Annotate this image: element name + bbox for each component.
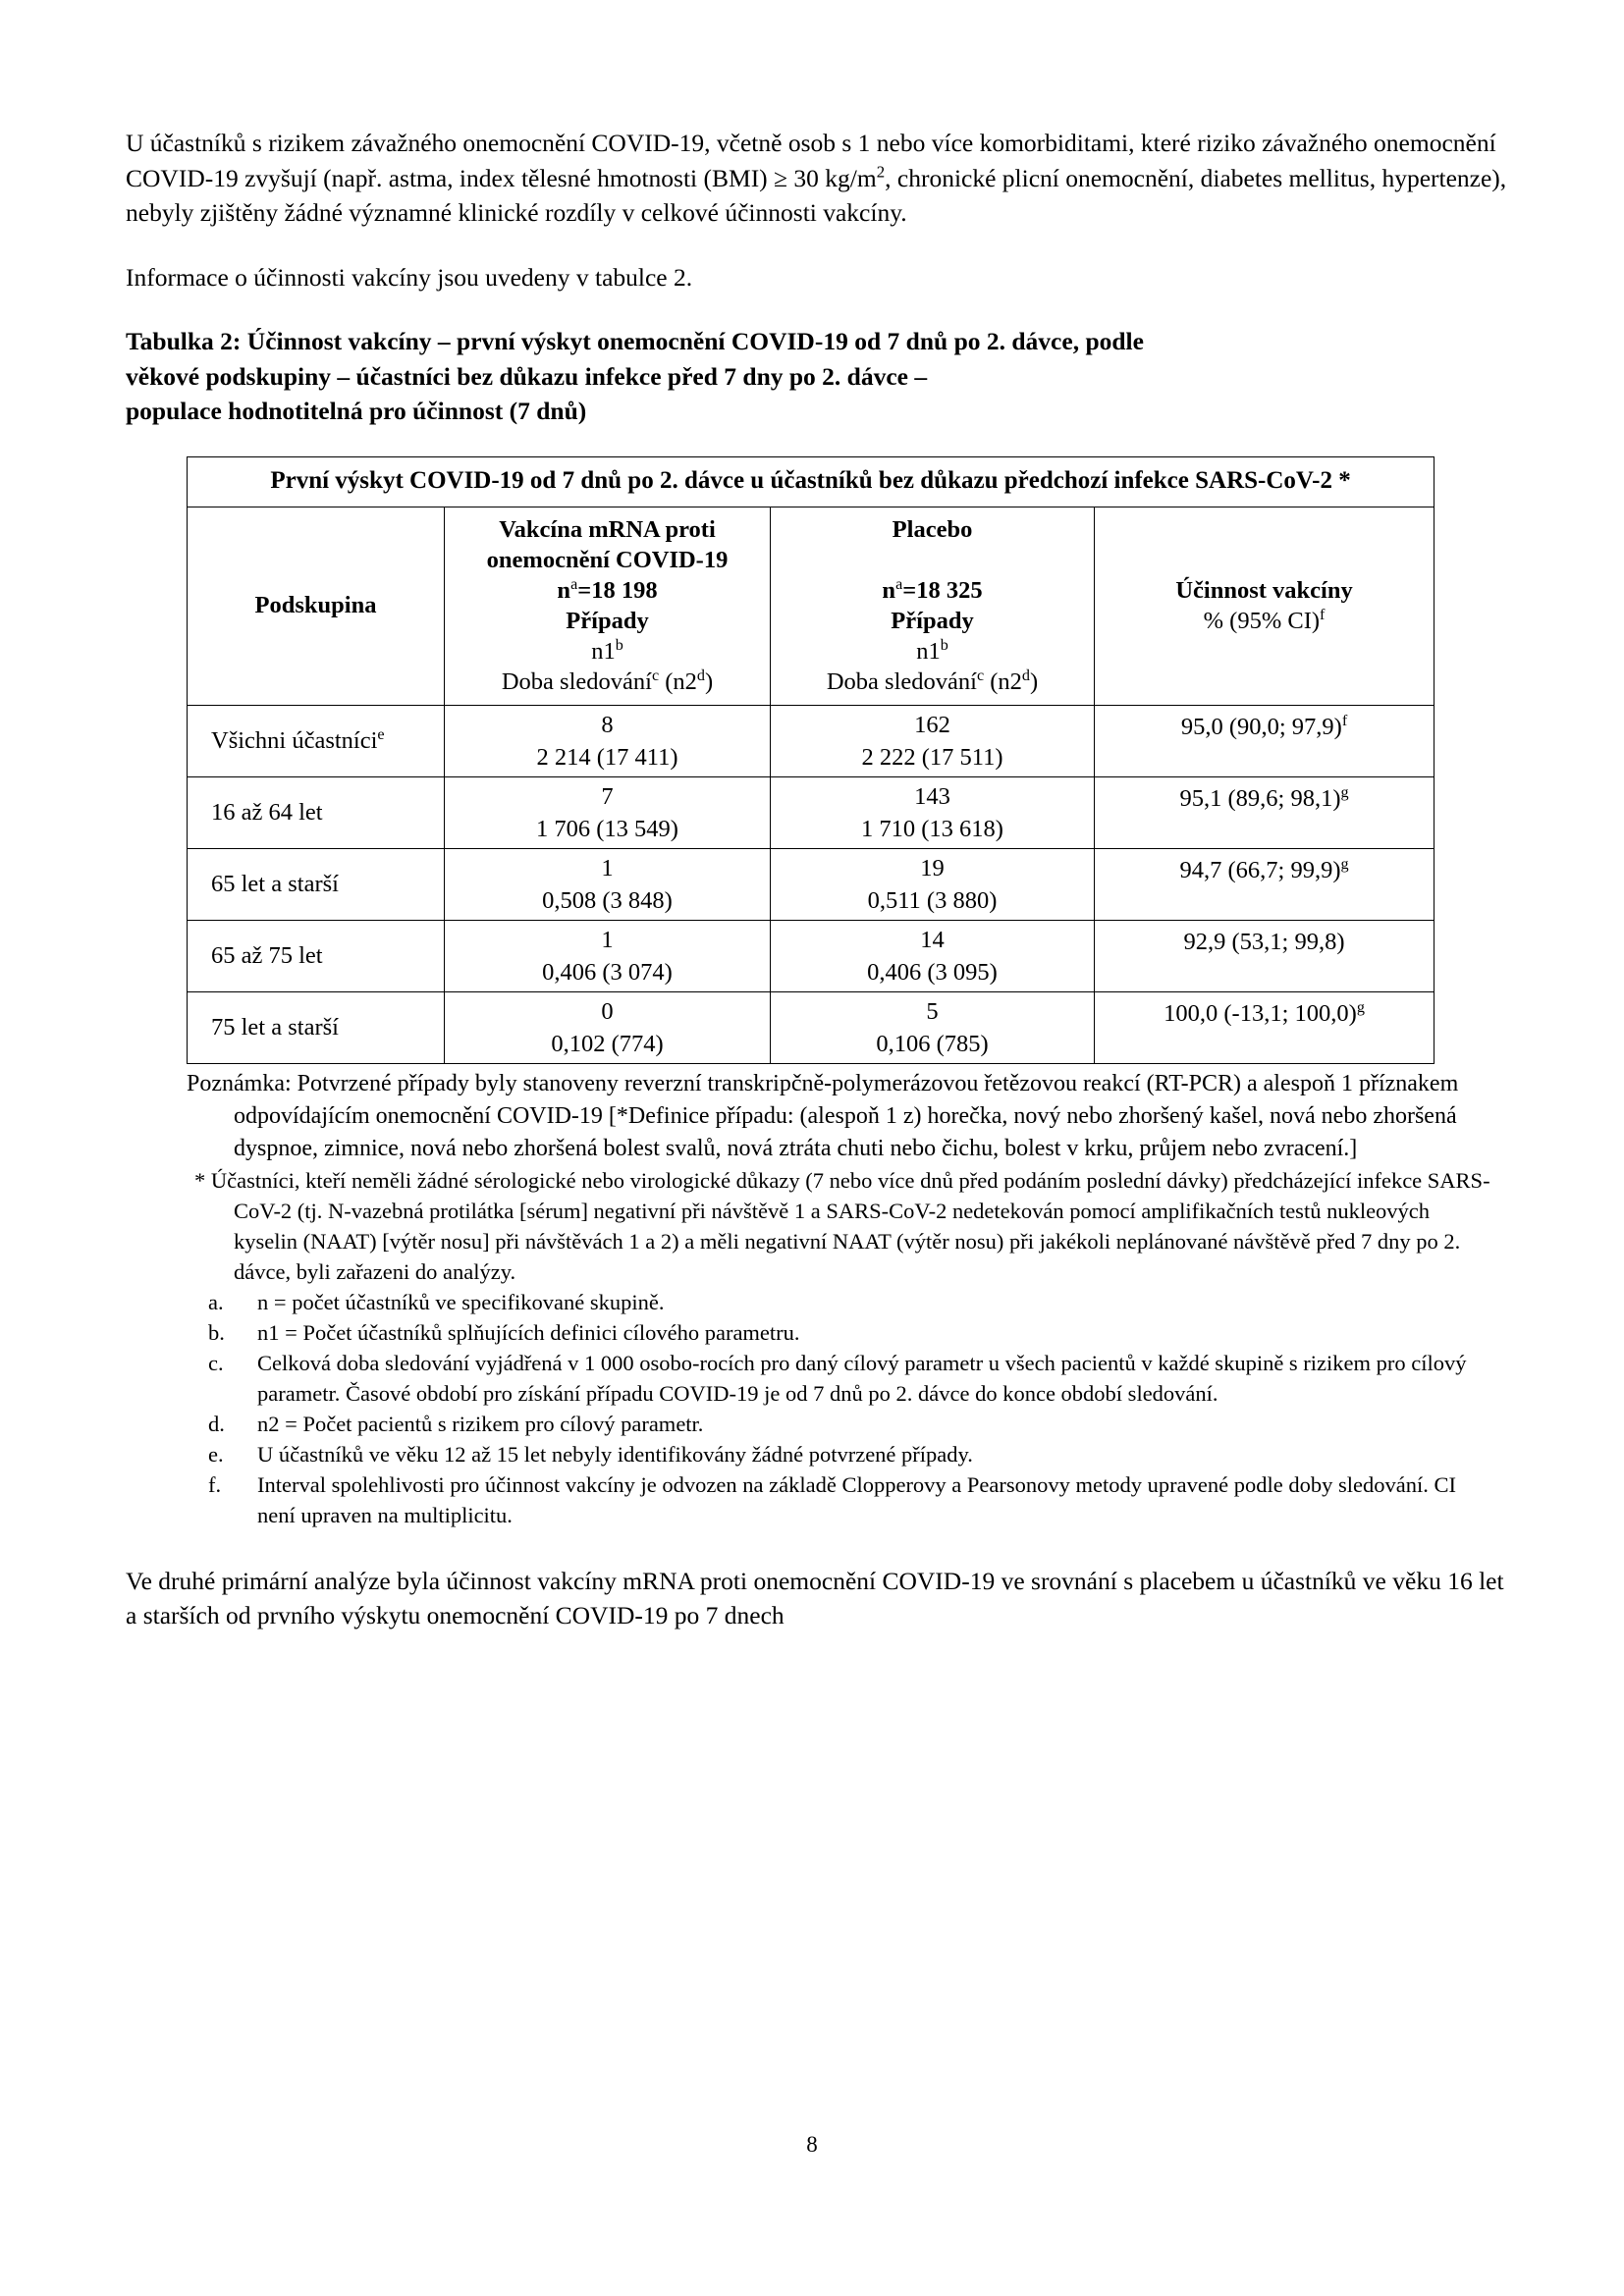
vaccine-name-line-1: Vakcína mRNA proti xyxy=(499,515,716,543)
efficacy-header-superscript: f xyxy=(1320,606,1326,623)
row-placebo-followup: 1 710 (13 618) xyxy=(861,815,1003,842)
table-row xyxy=(188,920,1435,991)
list-item xyxy=(187,1348,1492,1409)
placebo-followup-superscript-d: d xyxy=(1021,667,1030,684)
vaccine-n-superscript: a xyxy=(570,575,578,593)
row-placebo-followup: 2 222 (17 511) xyxy=(861,743,1003,771)
vaccine-followup-close: ) xyxy=(704,667,714,695)
table-caption xyxy=(126,324,1420,429)
row-placebo-cell xyxy=(771,705,1095,776)
footnote-marker: d. xyxy=(208,1411,225,1436)
table-row xyxy=(188,848,1435,920)
vaccine-followup-label: Doba sledování xyxy=(501,667,652,695)
row-subgroup-label: 65 až 75 let xyxy=(211,942,323,969)
row-subgroup xyxy=(188,920,445,991)
footnote-text: U účastníků ve věku 12 až 15 let nebyly identifikovány žádné potvrzené případy. xyxy=(257,1441,973,1467)
row-subgroup-label: 75 let a starší xyxy=(211,1014,339,1041)
footnote-marker: b. xyxy=(208,1319,225,1345)
row-efficacy-value: 95,1 (89,6; 98,1) xyxy=(1179,784,1341,812)
intro-text-part-a: U účastníků s rizikem závažného onemocnění COVID-19, včetně osob s 1 nebo více komorbiditami, které riziko závažného onemocnění COVID-19 zvyšují (např. astma, index tělesné hmotnosti (BMI) ≥ 30 kg/m xyxy=(126,129,1496,192)
table-column-header-row xyxy=(188,507,1435,705)
list-item xyxy=(187,1409,1492,1439)
row-vaccine-cases: 1 xyxy=(601,926,614,953)
table-row xyxy=(188,991,1435,1063)
row-vaccine-cell xyxy=(445,776,771,848)
footnote-list xyxy=(187,1287,1492,1530)
row-efficacy-cell xyxy=(1095,776,1435,848)
row-subgroup xyxy=(188,848,445,920)
table-span-header-row xyxy=(188,456,1435,507)
vaccine-n1-line xyxy=(451,636,764,667)
list-item xyxy=(187,1317,1492,1348)
row-efficacy-cell xyxy=(1095,991,1435,1063)
row-vaccine-cell xyxy=(445,848,771,920)
row-efficacy-superscript: f xyxy=(1341,712,1348,729)
placebo-n-value: =18 325 xyxy=(902,576,983,604)
vaccine-n1-label: n1 xyxy=(591,637,616,665)
column-header-efficacy xyxy=(1095,507,1435,705)
row-vaccine-cell xyxy=(445,991,771,1063)
placebo-followup-close: ) xyxy=(1029,667,1039,695)
list-item xyxy=(187,1469,1492,1530)
placebo-n1-superscript: b xyxy=(940,636,948,654)
vaccine-name-line-2: onemocnění COVID-19 xyxy=(486,546,729,573)
table-span-header: První výskyt COVID-19 od 7 dnů po 2. dávce u účastníků bez důkazu předchozí infekce SARS-CoV-2 * xyxy=(188,456,1435,507)
intro-text-part-b: , chronické plicní onemocnění, diabetes mellitus, hypertenze), nebyly zjištěny žádné významné klinické rozdíly v celkové účinnosti vakcíny. xyxy=(126,163,1507,227)
row-efficacy-cell xyxy=(1095,848,1435,920)
row-vaccine-followup: 0,406 (3 074) xyxy=(542,958,673,986)
vaccine-n-value: =18 198 xyxy=(577,576,658,604)
row-vaccine-followup: 2 214 (17 411) xyxy=(536,743,678,771)
closing-paragraph: Ve druhé primární analýze byla účinnost vakcíny mRNA proti onemocnění COVID-19 ve srovnání s placebem u účastníků ve věku 16 let a starších od prvního výskytu onemocnění COVID-19 po 7 dnech xyxy=(126,1566,1504,1629)
footnote-text: Celková doba sledování vyjádřená v 1 000 osobo-rocích pro daný cílový parametr u všech pacientů v každé skupině s rizikem pro cílový parametr. Časové období pro získání případu COVID-19 je od 7 dnů po 2. dávce do konce období sledování. xyxy=(257,1350,1467,1406)
table-caption-line-1: Tabulka 2: Účinnost vakcíny – první výskyt onemocnění COVID-19 od 7 dnů po 2. dávce, podle xyxy=(126,327,1144,355)
column-header-placebo xyxy=(771,507,1095,705)
footnote-text: Interval spolehlivosti pro účinnost vakcíny je odvozen na základě Clopperovy a Pearsonovy metody upravené podle doby sledování. CI není upraven na multiplicitu. xyxy=(257,1471,1456,1527)
row-placebo-cases: 19 xyxy=(920,854,945,881)
vaccine-followup-superscript-c: c xyxy=(651,667,660,684)
row-subgroup xyxy=(188,776,445,848)
placebo-n-label: n xyxy=(882,576,896,604)
row-vaccine-cell xyxy=(445,920,771,991)
table-row xyxy=(188,705,1435,776)
row-vaccine-followup: 0,102 (774) xyxy=(551,1030,664,1057)
row-placebo-cell xyxy=(771,920,1095,991)
column-header-subgroup-label: Podskupina xyxy=(254,592,377,618)
column-header-vaccine xyxy=(445,507,771,705)
placebo-cases-label: Případy xyxy=(891,607,974,634)
efficacy-header-line-1: Účinnost vakcíny xyxy=(1175,576,1353,604)
row-placebo-cell xyxy=(771,848,1095,920)
row-placebo-cell xyxy=(771,991,1095,1063)
efficacy-header-line-2 xyxy=(1101,606,1428,636)
vaccine-n1-superscript: b xyxy=(615,636,623,654)
note-poznamka: Poznámka: Potvrzené případy byly stanoveny reverzní transkripčně-polymerázovou řetězovou reakcí (RT-PCR) a alespoň 1 příznakem odpovídajícím onemocnění COVID-19 [*Definice případu: (alespoň 1 z) horečka, nový nebo zhoršený kašel, nová nebo zhoršená dyspnoe, zimnice, nová nebo zhoršená bolest svalů, nová ztráta chuti nebo čichu, bolest v krku, průjem nebo zvracení.] xyxy=(187,1070,1459,1161)
row-efficacy-cell xyxy=(1095,705,1435,776)
footnote-text: n = počet účastníků ve specifikované skupině. xyxy=(257,1289,665,1314)
closing-section xyxy=(126,1564,1511,1633)
footnote-text: n1 = Počet účastníků splňujících definici cílového parametru. xyxy=(257,1319,800,1345)
row-vaccine-cases: 7 xyxy=(601,782,614,810)
placebo-followup-line xyxy=(777,667,1088,697)
row-efficacy-value: 94,7 (66,7; 99,9) xyxy=(1179,856,1341,883)
row-subgroup-label: Všichni účastníci xyxy=(211,727,378,754)
placebo-n-superscript: a xyxy=(895,575,903,593)
vaccine-efficacy-table xyxy=(187,456,1435,1064)
row-placebo-followup: 0,406 (3 095) xyxy=(867,958,998,986)
row-vaccine-cases: 8 xyxy=(601,711,614,738)
table-caption-line-3: populace hodnotitelná pro účinnost (7 dnů) xyxy=(126,397,587,425)
row-vaccine-followup: 0,508 (3 848) xyxy=(542,886,673,914)
row-vaccine-cases: 1 xyxy=(601,854,614,881)
row-efficacy-value: 92,9 (53,1; 99,8) xyxy=(1183,928,1345,955)
note-asterisk: * Účastníci, kteří neměli žádné sérologické nebo virologické důkazy (7 nebo více dnů před podáním poslední dávky) předcházející infekce SARS-CoV-2 (tj. N-vazebná protilátka [sérum] negativní při návštěvě 1 a SARS-CoV-2 nedetekován pomocí amplifikačních testů nukleových kyselin (NAAT) [výtěr nosu] při návštěvách 1 a 2) a měli negativní NAAT (výtěr nosu) při jakékoli neplánované návštěvě před 7 dny po 2. dávce, byli zařazeni do analýzy. xyxy=(194,1167,1490,1284)
vaccine-cases-label: Případy xyxy=(566,607,649,634)
footnote-text: n2 = Počet pacientů s rizikem pro cílový parametr. xyxy=(257,1411,704,1436)
footnote-marker: a. xyxy=(208,1289,224,1314)
row-placebo-cases: 5 xyxy=(926,997,939,1025)
placebo-header-spacer xyxy=(777,545,1088,575)
placebo-followup-superscript-c: c xyxy=(976,667,985,684)
row-subgroup xyxy=(188,705,445,776)
vaccine-followup-n2: (n2 xyxy=(659,667,697,695)
row-placebo-cases: 143 xyxy=(914,782,950,810)
intro-superscript-two: 2 xyxy=(876,162,886,181)
row-placebo-followup: 0,511 (3 880) xyxy=(867,886,998,914)
intro-paragraph xyxy=(126,126,1511,231)
table-caption-line-2: věkové podskupiny – účastníci bez důkazu infekce před 7 dny po 2. dávce – xyxy=(126,361,928,391)
placebo-name-line-1: Placebo xyxy=(892,515,973,543)
efficacy-header-ci: % (95% CI) xyxy=(1203,607,1321,634)
placebo-n-line xyxy=(777,575,1088,606)
row-subgroup-label: 65 let a starší xyxy=(211,871,339,897)
list-item xyxy=(187,1287,1492,1317)
row-placebo-cases: 162 xyxy=(914,711,950,738)
footnote-marker: e. xyxy=(208,1441,224,1467)
reference-paragraph: Informace o účinnosti vakcíny jsou uvedeny v tabulce 2. xyxy=(126,262,693,292)
row-placebo-cell xyxy=(771,776,1095,848)
row-subgroup-superscript: e xyxy=(377,725,385,743)
placebo-followup-label: Doba sledování xyxy=(826,667,977,695)
footnote-marker: c. xyxy=(208,1350,224,1375)
row-efficacy-superscript: g xyxy=(1340,783,1349,801)
footnote-marker: f. xyxy=(208,1471,222,1497)
row-placebo-followup: 0,106 (785) xyxy=(876,1030,989,1057)
vaccine-n-label: n xyxy=(557,576,571,604)
row-subgroup-label: 16 až 64 let xyxy=(211,799,323,826)
row-efficacy-value: 95,0 (90,0; 97,9) xyxy=(1180,713,1342,740)
row-efficacy-superscript: g xyxy=(1340,855,1349,873)
placebo-n1-line xyxy=(777,636,1088,667)
table-row xyxy=(188,776,1435,848)
row-placebo-cases: 14 xyxy=(920,926,945,953)
row-efficacy-cell xyxy=(1095,920,1435,991)
column-header-subgroup xyxy=(188,507,445,705)
vaccine-followup-line xyxy=(451,667,764,697)
row-efficacy-value: 100,0 (-13,1; 100,0) xyxy=(1164,999,1357,1027)
list-item xyxy=(187,1439,1492,1469)
vaccine-followup-superscript-d: d xyxy=(696,667,705,684)
vaccine-n-line xyxy=(451,575,764,606)
page-number: 8 xyxy=(806,2132,818,2157)
placebo-n1-label: n1 xyxy=(916,637,941,665)
row-vaccine-cases: 0 xyxy=(601,997,614,1025)
row-vaccine-followup: 1 706 (13 549) xyxy=(536,815,678,842)
table-notes xyxy=(187,1068,1492,1530)
placebo-followup-n2: (n2 xyxy=(984,667,1022,695)
row-efficacy-superscript: g xyxy=(1356,998,1365,1016)
row-vaccine-cell xyxy=(445,705,771,776)
row-subgroup xyxy=(188,991,445,1063)
